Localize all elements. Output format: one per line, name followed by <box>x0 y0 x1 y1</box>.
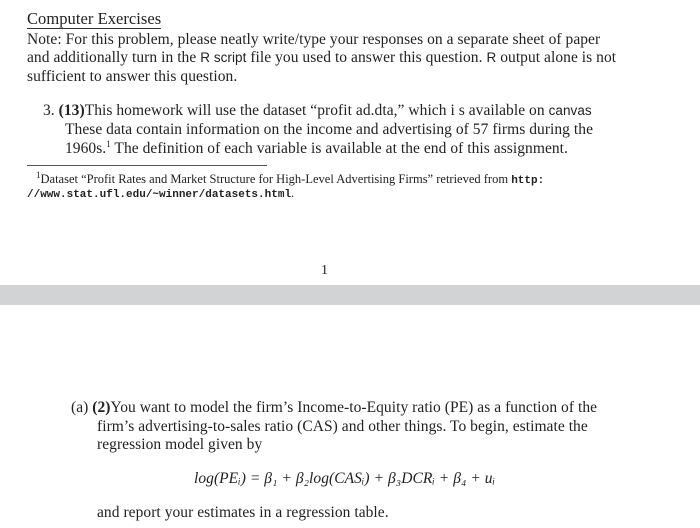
part-a-line-3: regression model given by <box>97 436 263 453</box>
question-points: (13) <box>58 102 85 119</box>
question-3-line-2: These data contain information on the income and advertising of 57 firms during the <box>65 121 593 138</box>
page-break <box>0 285 700 305</box>
footnote-text: Dataset “Profit Rates and Market Structure for High-Level Advertising Firms” retrieved from <box>40 172 509 187</box>
regression-equation: log(PEᵢ) = β₁ + β₂log(CASᵢ) + β₃DCRᵢ + β₄ + uᵢ <box>194 470 496 487</box>
part-points: (2) <box>92 399 111 416</box>
text: . <box>291 186 295 200</box>
section-heading: Computer Exercises <box>27 9 162 28</box>
page-number: 1 <box>321 263 329 278</box>
footnote-url[interactable]: http: <box>511 175 545 188</box>
text: You want to model the firm’s Income-to-Equity ratio (PE) as a function of the <box>110 399 598 416</box>
footnote-line-1 <box>36 170 544 187</box>
r-script-term: R script <box>200 50 247 65</box>
text: and additionally turn in the <box>27 49 197 66</box>
question-number: 3. <box>43 102 55 119</box>
note-line-2 <box>27 49 616 67</box>
footnote-reference[interactable]: 1 <box>106 139 111 149</box>
note-line-1: Note: For this problem, please neatly write/type your responses on a separate sheet of paper <box>27 31 601 48</box>
text: 1960s. <box>65 140 107 158</box>
text: This homework will use the dataset “profit ad.dta,” which i s available on <box>84 102 545 119</box>
part-label: (a) <box>71 399 89 416</box>
question-3-line-1 <box>43 102 592 120</box>
question-3-line-3 <box>65 139 568 158</box>
text: output alone is not <box>500 49 617 66</box>
text: file you used to answer this question. <box>250 49 483 66</box>
part-a-line-1 <box>71 399 597 417</box>
r-term: R <box>486 50 497 65</box>
part-a-closing: and report your estimates in a regression table. <box>97 504 389 521</box>
footnote-mark: 1 <box>36 170 41 180</box>
note-line-3: sufficient to answer this question. <box>27 68 238 85</box>
text: The definition of each variable is available at the end of this assignment. <box>110 140 568 158</box>
footnote-line-2 <box>27 186 294 201</box>
part-a-line-2: firm’s advertising-to-sales ratio (CAS) and other things. To begin, estimate the <box>97 418 588 435</box>
footnote-rule <box>27 165 267 166</box>
canvas-term: canvas <box>548 103 592 118</box>
footnote-url[interactable]: //www.stat.ufl.edu/~winner/datasets.html <box>27 189 292 201</box>
